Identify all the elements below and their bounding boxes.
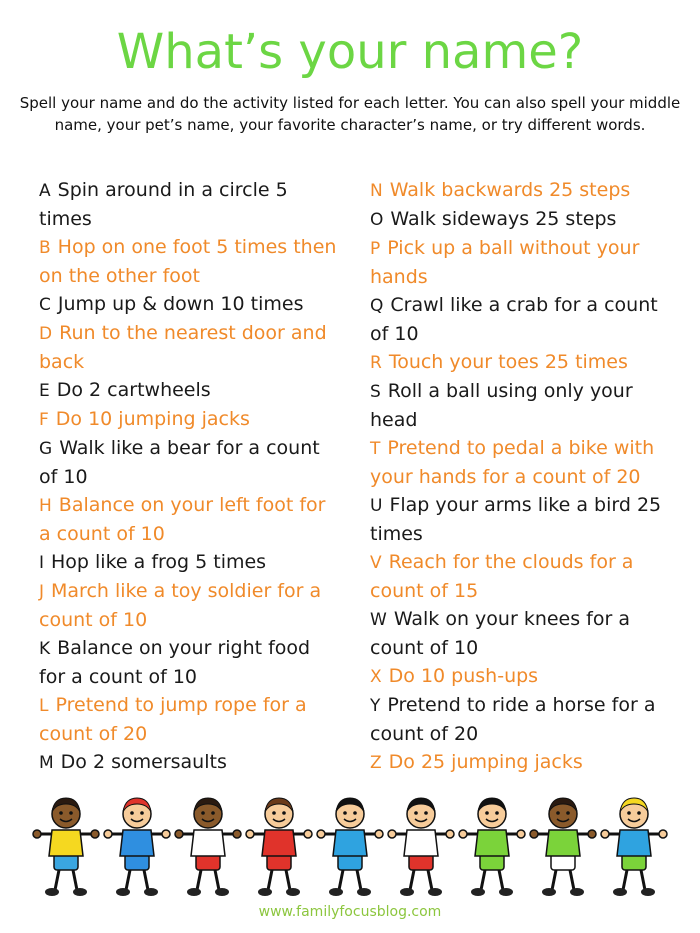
activity-text: Do 2 somersaults [60,751,227,773]
activity-letter: Z [370,753,382,773]
activity-text: Balance on your right food for a count of 10 [39,637,311,688]
activity-text: March like a toy soldier for a count of 10 [39,580,322,631]
activity-item-r [370,348,670,377]
activity-letter: H [39,496,52,516]
activity-item-n [370,176,670,205]
kid-figure [101,792,173,900]
intro-text: Spell your name and do the activity listed for each letter. You can also spell your middle name, your pet’s name, your favorite character’s name, or try different words. [19,94,681,134]
activity-text: Pretend to ride a horse for a count of 20 [370,694,656,745]
activity-letter: N [370,181,383,201]
activity-item-u [370,491,670,548]
kid-figure [527,792,599,900]
activity-item-o [370,205,670,234]
activity-letter: G [39,439,53,459]
activity-text: Balance on your left foot for a count of 10 [39,494,326,545]
activity-item-y [370,691,670,748]
activity-text: Flap your arms like a bird 25 times [370,494,662,545]
activity-letter: I [39,553,45,573]
activity-text: Touch your toes 25 times [388,351,628,373]
activity-text: Walk on your knees for a count of 10 [370,608,630,659]
activity-letter: J [39,582,45,602]
activity-letter: M [39,753,54,773]
activity-letter: U [370,496,383,516]
activity-letter: S [370,382,381,402]
activity-text: Do 10 push-ups [388,665,539,687]
activity-text: Walk like a bear for a count of 10 [39,437,320,488]
activity-letter: L [39,696,49,716]
activity-text: Run to the nearest door and back [39,322,327,373]
activity-text: Jump up & down 10 times [57,293,304,315]
activity-text: Spin around in a circle 5 times [39,179,288,230]
kids-illustration [30,792,670,900]
activity-item-g [39,434,339,491]
activity-item-b [39,233,339,290]
footer-url: www.familyfocusblog.com [258,904,442,920]
activity-text: Do 10 jumping jacks [55,408,250,430]
activity-item-f [39,405,339,434]
activity-letter: O [370,210,384,230]
activity-text: Do 2 cartwheels [56,379,211,401]
activity-letter: K [39,639,51,659]
activity-letter: B [39,238,51,258]
kid-figure [385,792,457,900]
page-title: What’s your name? [116,24,584,80]
activity-item-w [370,605,670,662]
activity-item-p [370,234,670,291]
activity-text: Walk backwards 25 steps [389,179,631,201]
activity-item-s [370,377,670,434]
kid-figure [243,792,315,900]
activity-item-l [39,691,339,748]
activity-item-h [39,491,339,548]
activity-item-t [370,434,670,491]
activity-letter: Q [370,296,384,316]
activity-text: Pretend to pedal a bike with your hands for a count of 20 [370,437,655,488]
activity-letter: V [370,553,382,573]
activity-letter: F [39,410,49,430]
kid-figure [314,792,386,900]
kid-figure [172,792,244,900]
activity-item-c [39,290,339,319]
activity-letter: D [39,324,53,344]
activity-letter: C [39,295,51,315]
activity-letter: Y [370,696,381,716]
activity-item-a [39,176,339,233]
activity-item-x [370,662,670,691]
activity-item-z [370,748,670,777]
right-activity-list [370,176,670,777]
activity-item-k [39,634,339,691]
kid-figure [456,792,528,900]
activity-text: Hop on one foot 5 times then on the other foot [39,236,337,287]
activity-letter: E [39,381,50,401]
activity-item-j [39,577,339,634]
activity-letter: P [370,239,381,259]
left-activity-list [39,176,339,777]
activity-letter: A [39,181,51,201]
activity-text: Reach for the clouds for a count of 15 [370,551,634,602]
activity-letter: T [370,439,381,459]
activity-text: Roll a ball using only your head [370,380,633,431]
activity-item-m [39,748,339,777]
activity-item-d [39,319,339,376]
activity-text: Pick up a ball without your hands [370,237,640,288]
activity-letter: X [370,667,382,687]
activity-text: Walk sideways 25 steps [390,208,617,230]
activity-item-q [370,291,670,348]
activity-item-e [39,376,339,405]
activity-text: Hop like a frog 5 times [51,551,267,573]
kid-figure [30,792,102,900]
activity-text: Crawl like a crab for a count of 10 [370,294,658,345]
activity-letter: R [370,353,382,373]
activity-item-v [370,548,670,605]
kid-figure [598,792,670,900]
activity-text: Do 25 jumping jacks [388,751,583,773]
activity-letter: W [370,610,387,630]
activity-text: Pretend to jump rope for a count of 20 [39,694,307,745]
activity-item-i [39,548,339,577]
